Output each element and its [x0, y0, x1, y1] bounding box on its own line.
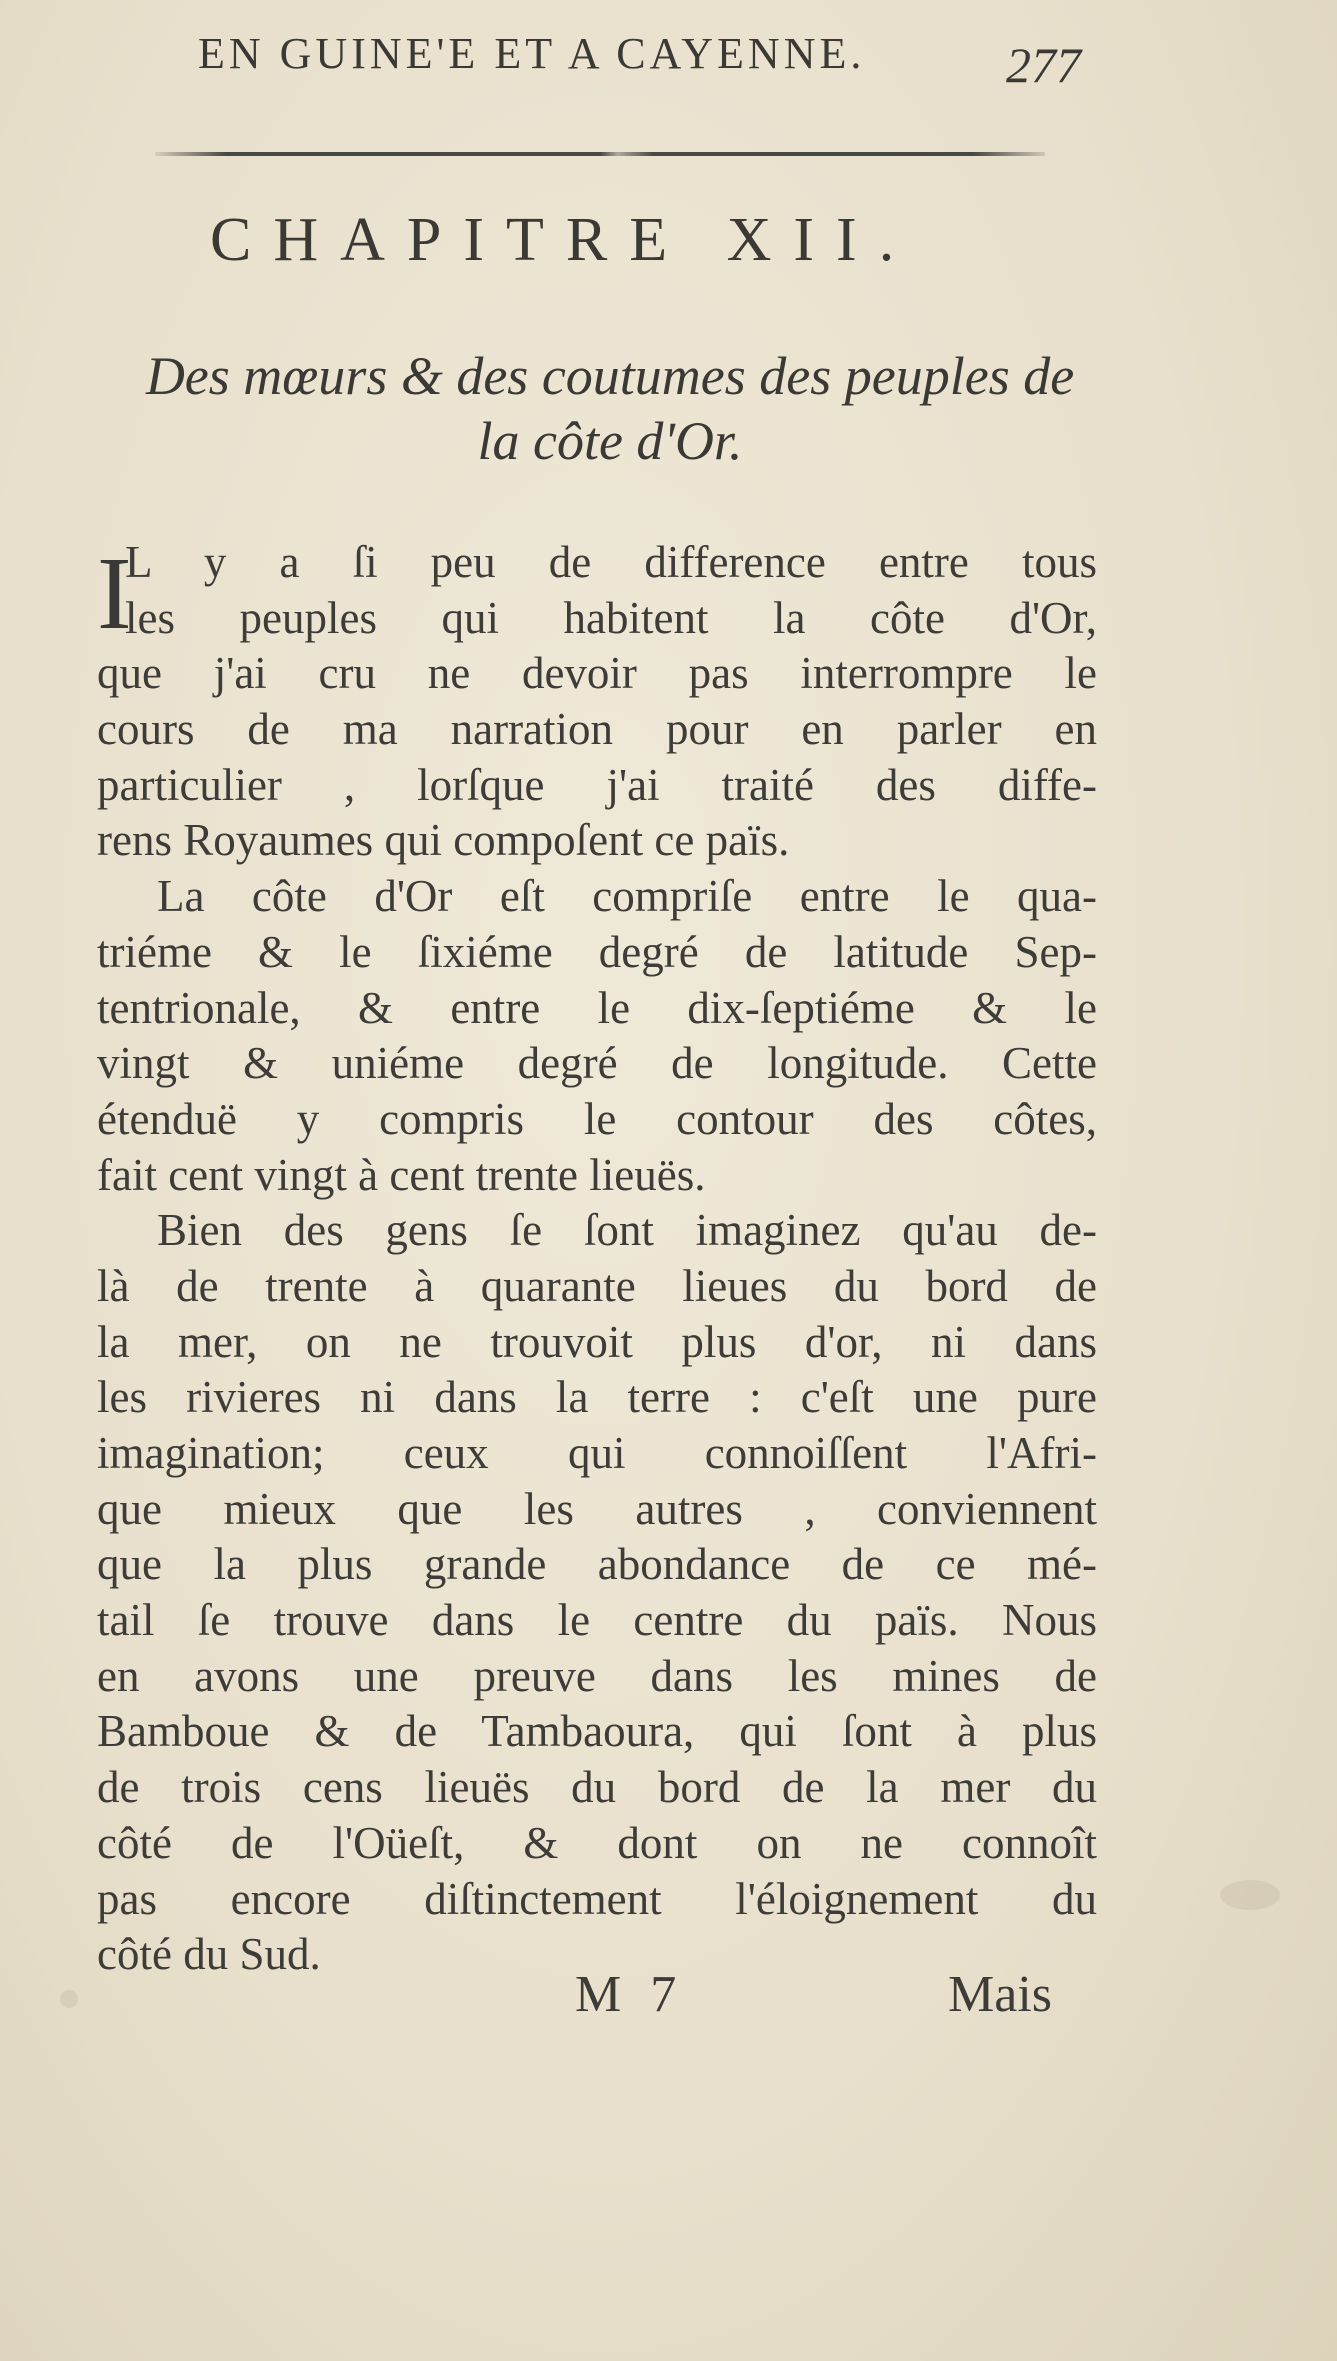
header-rule	[155, 152, 1045, 156]
chapter-subtitle-line-2: la côte d'Or.	[477, 411, 743, 471]
text-line: cours de ma narration pour en parler en	[97, 704, 1097, 755]
text-line: fait cent vingt à cent trente lieuës.	[97, 1149, 706, 1200]
chapter-title: CHAPITRE XII.	[210, 206, 917, 274]
text-line: La côte d'Or eſt compriſe entre le qua-	[157, 871, 1097, 922]
text-line: que mieux que les autres , conviennent	[97, 1483, 1097, 1534]
text-line: particulier , lorſque j'ai traité des diffe-	[97, 759, 1097, 810]
running-head: EN GUINE'E ET A CAYENNE.	[198, 29, 866, 78]
text-line: que la plus grande abondance de ce mé-	[97, 1539, 1097, 1590]
text-line: tail ſe trouve dans le centre du païs. Nous	[97, 1595, 1097, 1646]
text-line: côté du Sud.	[97, 1929, 321, 1980]
text-line: en avons une preuve dans les mines de	[97, 1650, 1097, 1701]
text-line: de trois cens lieuës du bord de la mer du	[97, 1762, 1097, 1813]
text-line: rens Royaumes qui compoſent ce païs.	[97, 815, 790, 866]
page-number: 277	[1006, 37, 1081, 93]
text-line: imagination; ceux qui connoiſſent l'Afri-	[97, 1428, 1097, 1478]
paper-stain	[1220, 1880, 1280, 1910]
text-line: côté de l'Oüeſt, & dont on ne connoît	[97, 1817, 1097, 1868]
drop-cap: I	[97, 536, 132, 651]
text-line: là de trente à quarante lieues du bord de	[97, 1260, 1097, 1311]
chapter-subtitle-line-1: Des mœurs & des coutumes des peuples de	[145, 346, 1075, 406]
signature-mark: M 7	[575, 1966, 685, 2023]
body-text	[97, 535, 1097, 1983]
text-line: triéme & le ſixiéme degré de latitude Sep-	[97, 926, 1097, 977]
text-line: Bamboue & de Tambaoura, qui ſont à plus	[97, 1706, 1097, 1757]
text-line: étenduë y compris le contour des côtes,	[97, 1093, 1097, 1144]
text-line: la mer, on ne trouvoit plus d'or, ni dans	[97, 1316, 1097, 1367]
text-line: pas encore diſtinctement l'éloignement du	[97, 1873, 1097, 1924]
page-footer	[0, 1965, 1337, 2045]
text-line: les peuples qui habitent la côte d'Or,	[125, 592, 1097, 643]
catchword: Mais	[948, 1966, 1052, 2023]
text-line: vingt & uniéme degré de longitude. Cette	[97, 1038, 1097, 1089]
text-line: Bien des gens ſe ſont imaginez qu'au de-	[157, 1205, 1097, 1256]
text-line: L y a ſi peu de difference entre tous	[125, 537, 1097, 587]
text-line: que j'ai cru ne devoir pas interrompre le	[97, 648, 1097, 699]
text-line: les rivieres ni dans la terre : c'eſt une pure	[97, 1372, 1097, 1423]
text-line: tentrionale, & entre le dix-ſeptiéme & le	[97, 982, 1097, 1033]
